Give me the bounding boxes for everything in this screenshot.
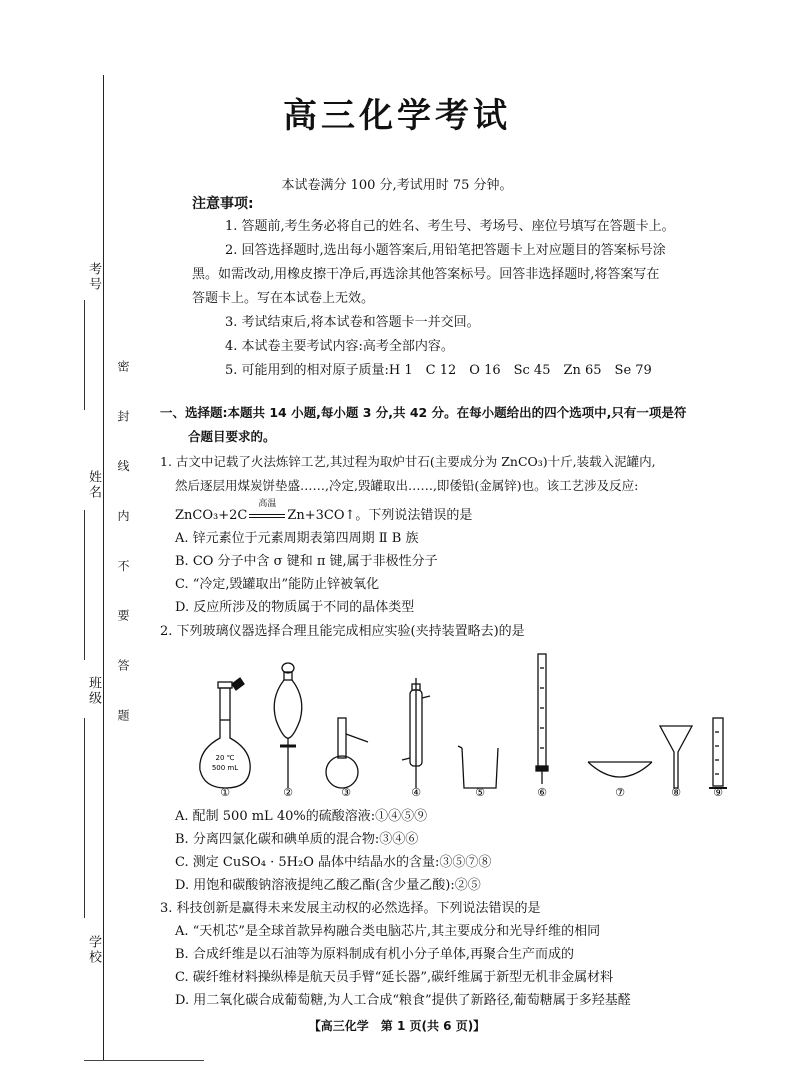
notice-heading: 注意事项:	[192, 196, 254, 212]
separatory-funnel-icon	[274, 663, 302, 788]
binding-line	[103, 75, 104, 1060]
exam-no-label: 考号	[86, 262, 101, 292]
exam-no-line	[84, 300, 85, 410]
bottom-rule	[84, 1060, 204, 1061]
notice-line: 答题卡上。写在本试卷上无效。	[192, 291, 375, 306]
q3-stem: 3. 科技创新是赢得未来发展主动权的必然选择。下列说法错误的是	[160, 901, 541, 916]
name-line	[84, 510, 85, 660]
exam-note: 本试卷满分 100 分,考试用时 75 分钟。	[281, 178, 513, 193]
graduated-cylinder-icon	[709, 718, 727, 788]
notice-line: 3. 考试结束后,将本试卷和答题卡一并交回。	[225, 315, 480, 330]
class-line	[84, 718, 85, 918]
notice-line: 5. 可能用到的相对原子质量:H 1 C 12 O 16 Sc 45 Zn 65 Se 79	[225, 363, 652, 378]
notice-line: 黑。如需改动,用橡皮擦干净后,再选涂其他答案标号。回答非选择题时,将答案写在	[192, 267, 660, 282]
notice-line: 2. 回答选择题时,选出每小题答案后,用铅笔把答题卡上对应题目的答案标号涂	[225, 243, 666, 258]
distilling-flask-icon	[326, 718, 368, 788]
q2-option-b: B. 分离四氯化碳和碘单质的混合物:③④⑥	[175, 832, 419, 847]
q2-option-a: A. 配制 500 mL 40%的硫酸溶液:①④⑤⑨	[175, 809, 428, 824]
flask-temp-label: 20 ℃	[215, 754, 235, 762]
q1-option-c: C. “冷定,毁罐取出”能防止锌被氧化	[175, 577, 380, 592]
apparatus-number: ⑨	[713, 786, 723, 798]
evaporating-dish-icon	[588, 762, 652, 777]
q1-equation	[175, 499, 473, 527]
section-heading: 一、选择题:本题共 14 小题,每小题 3 分,共 42 分。在每小题给出的四个选项中,只有一项是符	[160, 405, 687, 420]
apparatus-number: ①	[220, 786, 230, 798]
burette-icon	[536, 654, 548, 784]
page-footer: 【高三化学 第 1 页(共 6 页)】	[308, 1019, 486, 1033]
q2-option-d: D. 用饱和碳酸钠溶液提纯乙酸乙酯(含少量乙酸):②⑤	[175, 878, 481, 893]
name-label: 姓名	[86, 470, 101, 500]
page-title: 高三化学考试	[283, 96, 511, 136]
beaker-icon	[458, 746, 498, 788]
apparatus-number: ③	[341, 786, 351, 798]
funnel-icon	[660, 726, 692, 788]
apparatus-number: ④	[411, 786, 421, 798]
apparatus-number: ⑥	[537, 786, 547, 798]
q1-stem-cont: 然后逐层用煤炭饼垫盛……,冷定,毁罐取出……,即倭铅(金属锌)也。该工艺涉及反应:	[175, 478, 639, 493]
seal-text: 密 封 线 内 不 要 答 题	[116, 360, 130, 738]
equation-arrow	[247, 499, 287, 527]
apparatus-number: ②	[283, 786, 293, 798]
section-heading-cont: 合题目要求的。	[188, 429, 276, 444]
apparatus-number: ⑤	[475, 786, 485, 798]
q3-option-c: C. 碳纤维材料操纵棒是航天员手臂“延长器”,碳纤维属于新型无机非金属材料	[175, 970, 614, 985]
class-label: 班级	[86, 676, 101, 706]
school-label: 学校	[86, 935, 101, 965]
q3-option-b: B. 合成纤维是以石油等为原料制成有机小分子单体,再聚合生产而成的	[175, 947, 574, 962]
notice-line: 1. 答题前,考生务必将自己的姓名、考生号、考场号、座位号填写在答题卡上。	[225, 219, 675, 234]
q3-option-d: D. 用二氧化碳合成葡萄糖,为人工合成“粮食”提供了新路径,葡萄糖属于多羟基醛	[175, 993, 631, 1008]
notice-line: 4. 本试卷主要考试内容:高考全部内容。	[225, 339, 454, 354]
equation-right: Zn+3CO↑。下列说法错误的是	[287, 508, 473, 523]
apparatus-number: ⑧	[671, 786, 681, 798]
q1-option-a: A. 锌元素位于元素周期表第四周期 Ⅱ B 族	[175, 531, 419, 546]
q1-stem: 1. 古文中记载了火法炼锌工艺,其过程为取炉甘石(主要成分为 ZnCO₃)十斤,装载入泥罐内,	[160, 454, 656, 469]
glassware-figure	[190, 648, 730, 798]
q1-option-b: B. CO 分子中含 σ 键和 π 键,属于非极性分子	[175, 554, 438, 569]
apparatus-number: ⑦	[615, 786, 625, 798]
q2-stem: 2. 下列玻璃仪器选择合理且能完成相应实验(夹持装置略去)的是	[160, 624, 525, 639]
q3-option-a: A. “天机芯”是全球首款异构融合类电脑芯片,其主要成分和光导纤维的相同	[175, 924, 601, 939]
equation-condition: 高温	[258, 499, 277, 509]
flask-vol-label: 500 mL	[211, 764, 239, 772]
equation-left: ZnCO₃+2C	[175, 508, 248, 523]
q1-option-d: D. 反应所涉及的物质属于不同的晶体类型	[175, 600, 415, 615]
condenser-icon	[402, 678, 430, 788]
q2-option-c: C. 测定 CuSO₄ · 5H₂O 晶体中结晶水的含量:③⑤⑦⑧	[175, 855, 492, 870]
